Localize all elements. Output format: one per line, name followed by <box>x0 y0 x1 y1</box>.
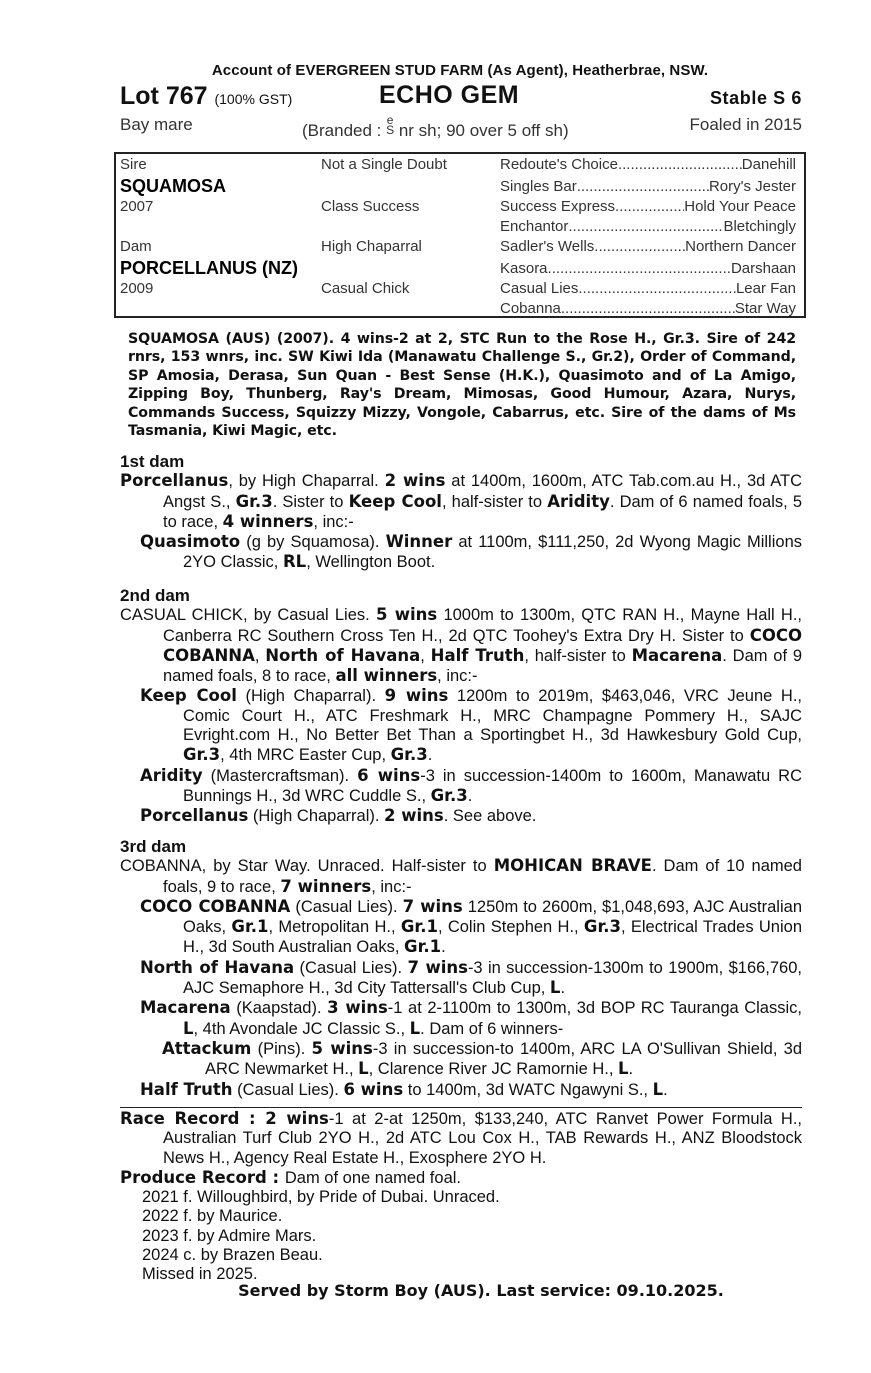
progeny-entry: Keep Cool (High Chaparral). 9 wins 1200m to 2019m, $463,046, VRC Jeune H., Comic Court H., ATC Freshmark H., MRC Champagne Pommery H., SAJC Evright.com H., No Better Bet Than a Sportingbet H., 3d Hawkesbury Gold Cup, Gr.3, 4th MRC Easter Cup, Gr.3. <box>140 686 802 765</box>
produce-item: 2021 f. Willoughbird, by Pride of Dubai. Unraced. <box>142 1188 500 1207</box>
served-note: Served by Storm Boy (AUS). Last service: 09.10.2025. <box>238 1281 724 1300</box>
grandparent-row: Enchantor ..... Bletchingly <box>500 218 796 235</box>
dam-sire: High Chaparral <box>321 238 422 255</box>
brand-glyph-top: e <box>386 113 394 127</box>
first-dam-text: Porcellanus, by High Chaparral. 2 wins at 1400m, 1600m, ATC Tab.com.au H., 3d ATC Angst S., Gr.3. Sister to Keep Cool, half-sister to Aridity. Dam of 6 named foals, 5 to race, 4 winners, inc:- <box>120 471 802 531</box>
sire-label: Sire <box>120 156 147 173</box>
grandparent-row: Success Express ..... Hold Your Peace <box>500 198 796 215</box>
progeny-entry: Attackum (Pins). 5 wins-3 in succession-to 1400m, ARC LA O'Sullivan Shield, 3d ARC Newmarket H., L, Clarence River JC Ramornie H., L. <box>162 1038 802 1079</box>
dam-year: 2009 <box>120 280 154 297</box>
produce-record: Produce Record : Dam of one named foal. <box>120 1167 461 1187</box>
progeny-entry: COCO COBANNA (Casual Lies). 7 wins 1250m to 2600m, $1,048,693, AJC Australian Oaks, Gr.1, Metropolitan H., Gr.1, Colin Stephen H., Gr.3, Electrical Trades Union H., 3d South Australian Oaks, Gr.1. <box>140 896 802 957</box>
second-dam-heading: 2nd dam <box>120 586 190 605</box>
first-dam-heading: 1st dam <box>120 452 185 471</box>
lot-label: Lot 767 <box>120 82 208 110</box>
record-section <box>120 1109 802 1285</box>
third-dam-heading: 3rd dam <box>120 837 187 856</box>
brand-pre: (Branded : <box>302 121 387 140</box>
lot-number <box>120 82 292 111</box>
third-dam-text: COBANNA, by Star Way. Unraced. Half-sister to MOHICAN BRAVE. Dam of 10 named foals, 9 to race, 7 winners, inc:- <box>120 856 802 896</box>
grandparent-row: Sadler's Wells ..... Northern Dancer <box>500 238 796 255</box>
dam-label: Dam <box>120 238 152 255</box>
progeny-entry: Quasimoto (g by Squamosa). Winner at 1100m, $111,250, 2d Wyong Magic Millions 2YO Classic, RL, Wellington Boot. <box>140 532 802 572</box>
colour-sex: Bay mare <box>120 115 193 134</box>
sire-summary: SQUAMOSA (AUS) (2007). 4 wins-2 at 2, STC Run to the Rose H., Gr.3. Sire of 242 rnrs, 153 wnrs, inc. SW Kiwi Ida (Manawatu Challenge S., Gr.2), Order of Command, SP Amosia, Derasa, Sun Quan - Best Sense (H.K.), Quasimoto and of La Amigo, Zipping Boy, Thunberg, Ray's Dream, Mimosas, Good Humour, Azara, Nurys, Commands Success, Squizzy Mizzy, Vongole, Cabarrus, etc. Sire of the dams of Ms Tasmania, Kiwi Magic, etc. <box>128 331 796 440</box>
foaled-year: Foaled in 2015 <box>689 115 802 134</box>
produce-item: 2023 f. by Admire Mars. <box>142 1226 317 1245</box>
vendor-account: Account of EVERGREEN STUD FARM (As Agent), Heatherbrae, NSW. <box>211 62 709 79</box>
second-dam-text: CASUAL CHICK, by Casual Lies. 5 wins 1000m to 1300m, QTC RAN H., Mayne Hall H., Canberra RC Southern Cross Ten H., 2d QTC Toohey's Extra Dry H. Sister to COCO COBANNA, North of Havana, Half Truth, half-sister to Macarena. Dam of 9 named foals, 8 to race, all winners, inc:- <box>120 605 802 686</box>
third-dam-section <box>120 837 802 1100</box>
race-record: Race Record : 2 wins-1 at 2-at 1250m, $133,240, ATC Ranvet Power Formula H., Australian Turf Club 2YO H., 2d ATC Lou Cox H., TAB Rewards H., ANZ Bloodstock News H., Agency Real Estate H., Exosphere 2YO H. <box>120 1109 802 1167</box>
second-dam-section <box>120 586 802 827</box>
brand-icon <box>386 115 394 135</box>
produce-item: 2022 f. by Maurice. <box>142 1207 283 1226</box>
produce-item: Missed in 2025. <box>142 1265 258 1284</box>
brand-post: nr sh; 90 over 5 off sh) <box>394 121 569 140</box>
progeny-entry: Macarena (Kaapstad). 3 wins-1 at 2-1100m to 1300m, 3d BOP RC Tauranga Classic, L, 4th Avondale JC Classic S., L. Dam of 6 winners- <box>140 998 802 1038</box>
brand-glyph-bottom: S <box>386 123 395 137</box>
grandparent-row: Casual Lies ..... Lear Fan <box>500 280 796 297</box>
dam-dam: Casual Chick <box>321 280 410 297</box>
progeny-entry: North of Havana (Casual Lies). 7 wins-3 in succession-1300m to 1900m, $166,760, AJC Semaphore H., 3d City Tattersall's Club Cup, L. <box>140 957 802 998</box>
sire-name: SQUAMOSA <box>120 176 227 196</box>
pedigree-table <box>114 152 806 318</box>
sire-dam: Class Success <box>321 198 420 215</box>
catalogue-page <box>120 62 802 1300</box>
produce-item: 2024 c. by Brazen Beau. <box>142 1246 323 1265</box>
horse-details <box>120 111 802 145</box>
gst-note: (100% GST) <box>214 91 293 107</box>
first-dam-section <box>120 452 802 573</box>
stable-location: Stable S 6 <box>709 88 802 108</box>
sire-sire: Not a Single Doubt <box>321 156 447 173</box>
grandparent-row: Redoute's Choice ..... Danehill <box>500 156 796 173</box>
progeny-entry: Half Truth (Casual Lies). 6 wins to 1400m, 3d WATC Ngawyni S., L. <box>140 1079 668 1099</box>
sire-year: 2007 <box>120 198 154 215</box>
progeny-entry: Aridity (Mastercraftsman). 6 wins-3 in succession-1400m to 1600m, Manawatu RC Bunnings H., 3d WRC Cuddle S., Gr.3. <box>140 765 802 805</box>
lot-header <box>120 79 802 111</box>
grandparent-row: Kasora ..... Darshaan <box>500 260 796 277</box>
grandparent-row: Singles Bar ..... Rory's Jester <box>500 178 796 195</box>
brand-description <box>302 115 569 141</box>
horse-name: ECHO GEM <box>379 81 520 109</box>
divider <box>120 1107 802 1108</box>
progeny-entry: Porcellanus (High Chaparral). 2 wins. See above. <box>140 806 537 826</box>
grandparent-row: Cobanna ..... Star Way <box>500 300 796 317</box>
dam-name: PORCELLANUS (NZ) <box>120 258 298 278</box>
